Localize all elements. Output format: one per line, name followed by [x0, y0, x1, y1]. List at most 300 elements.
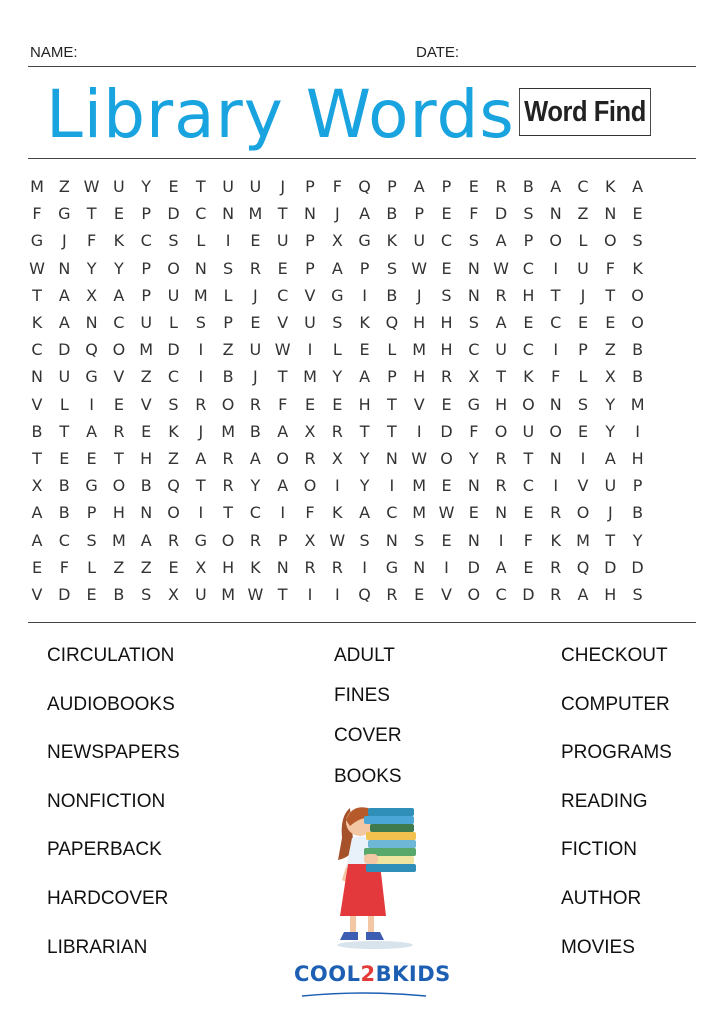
grid-letter: R: [167, 530, 180, 550]
grid-letter: K: [605, 177, 616, 196]
grid-letter: R: [440, 367, 453, 387]
grid-letter: E: [441, 394, 452, 414]
grid-letter: S: [632, 231, 643, 251]
grid-letter: G: [85, 367, 98, 387]
grid-letter: B: [249, 421, 261, 441]
grid-letter: E: [141, 421, 152, 441]
grid-letter: K: [332, 503, 343, 523]
grid-letter: Y: [250, 476, 261, 496]
grid-letter: B: [632, 503, 644, 523]
grid-letter: I: [198, 503, 204, 523]
grid-letter: W: [247, 585, 264, 604]
grid-letter: R: [249, 394, 261, 414]
grid-letter: O: [167, 503, 180, 523]
grid-letter: V: [31, 394, 43, 414]
grid-letter: P: [141, 204, 152, 224]
grid-letter: O: [467, 585, 481, 604]
grid-letter: H: [222, 557, 235, 577]
grid-letter: T: [550, 285, 561, 305]
grid-letter: A: [31, 503, 43, 523]
girl-with-books-illustration: [320, 798, 430, 950]
grid-letter: O: [112, 476, 126, 496]
grid-letter: R: [113, 421, 125, 441]
grid-letter: C: [140, 231, 152, 251]
grid-letter: C: [495, 585, 507, 604]
grid-letter: A: [58, 285, 70, 305]
grid-letter: P: [223, 313, 233, 332]
grid-letter: T: [387, 394, 397, 414]
grid-letter: N: [31, 367, 43, 387]
grid-letter: Q: [85, 340, 98, 360]
grid-letter: I: [334, 585, 340, 604]
grid-letter: F: [469, 204, 479, 224]
grid-letter: I: [498, 530, 504, 550]
grid-letter: L: [332, 340, 342, 360]
grid-letter: W: [411, 258, 428, 278]
grid-letter: A: [604, 449, 616, 468]
grid-letter: T: [86, 204, 97, 224]
grid-letter: U: [577, 258, 589, 278]
grid-letter: D: [58, 340, 71, 360]
grid-letter: D: [522, 585, 535, 604]
grid-letter: R: [249, 258, 261, 278]
grid-letter: J: [334, 204, 340, 224]
grid-letter: B: [58, 503, 70, 523]
grid-letter: P: [305, 177, 315, 196]
grid-letter: J: [607, 503, 613, 523]
grid-letter: X: [604, 367, 616, 387]
grid-letter: D: [604, 557, 617, 577]
grid-letter: W: [83, 177, 100, 196]
grid-letter: Q: [358, 177, 371, 196]
grid-letter: O: [631, 285, 644, 305]
grid-letter: E: [359, 340, 370, 360]
grid-letter: I: [553, 258, 559, 278]
grid-letter: X: [168, 585, 179, 604]
grid-letter: S: [577, 394, 589, 414]
grid-letter: D: [167, 204, 180, 224]
word-left-item: NEWSPAPERS: [47, 742, 180, 764]
grid-letter: A: [331, 258, 343, 278]
grid-letter: S: [414, 530, 425, 550]
grid-letter: T: [195, 476, 206, 496]
grid-letter: K: [113, 231, 125, 251]
logo-part3: BKIDS: [375, 962, 451, 986]
grid-letter: A: [495, 557, 507, 577]
grid-letter: S: [168, 231, 179, 251]
grid-letter: X: [86, 285, 98, 305]
grid-letter: R: [550, 585, 562, 604]
grid-letter: A: [31, 530, 43, 550]
word-right-item: PROGRAMS: [561, 742, 672, 764]
grid-letter: E: [31, 557, 43, 577]
grid-letter: X: [195, 557, 207, 577]
grid-letter: M: [412, 340, 427, 360]
grid-letter: L: [223, 285, 233, 305]
grid-letter: V: [140, 394, 152, 414]
grid-letter: O: [221, 530, 235, 550]
grid-letter: N: [140, 503, 153, 523]
grid-letter: N: [467, 476, 480, 496]
grid-letter: E: [441, 476, 452, 496]
grid-letter: M: [193, 285, 208, 305]
grid-letter: V: [113, 367, 125, 387]
grid-letter: F: [523, 530, 533, 550]
grid-letter: M: [630, 394, 645, 414]
grid-letter: U: [522, 421, 535, 441]
grid-letter: H: [413, 367, 426, 387]
grid-letter: U: [222, 177, 234, 196]
grid-letter: P: [359, 258, 370, 278]
grid-letter: C: [195, 204, 207, 224]
grid-letter: M: [111, 530, 126, 550]
grid-letter: O: [549, 231, 562, 251]
grid-letter: E: [86, 585, 97, 604]
grid-letter: B: [386, 204, 398, 224]
grid-letter: P: [141, 258, 152, 278]
grid-letter: J: [253, 285, 258, 305]
grid-letter: N: [467, 258, 480, 278]
grid-letter: I: [225, 231, 231, 251]
grid-letter: O: [549, 421, 562, 441]
grid-letter: Y: [332, 367, 343, 387]
grid-letter: O: [440, 449, 453, 468]
grid-letter: C: [58, 530, 70, 550]
grid-letter: C: [522, 340, 534, 360]
grid-letter: I: [635, 421, 640, 441]
grid-letter: M: [30, 177, 44, 196]
grid-letter: E: [113, 394, 124, 414]
grid-letter: A: [359, 204, 371, 224]
grid-letter: A: [413, 177, 425, 196]
word-middle-item: ADULT: [334, 645, 395, 666]
grid-letter: C: [468, 340, 480, 360]
grid-letter: Y: [632, 530, 643, 550]
grid-letter: C: [31, 340, 43, 360]
word-left-item: PAPERBACK: [47, 839, 162, 861]
grid-letter: E: [304, 394, 316, 414]
grid-letter: S: [223, 258, 234, 278]
grid-letter: Y: [86, 258, 97, 278]
grid-letter: M: [221, 421, 235, 441]
grid-letter: T: [605, 530, 616, 550]
grid-letter: X: [304, 530, 316, 550]
grid-letter: H: [522, 285, 535, 305]
grid-letter: K: [632, 258, 643, 278]
grid-letter: E: [332, 394, 343, 414]
grid-letter: T: [223, 503, 233, 523]
grid-letter: E: [250, 231, 261, 251]
grid-letter: A: [495, 313, 507, 332]
grid-letter: V: [413, 394, 425, 414]
grid-letter: U: [304, 313, 316, 332]
grid-letter: F: [332, 177, 342, 196]
grid-letter: S: [441, 285, 452, 305]
grid-letter: P: [305, 258, 315, 278]
grid-letter: C: [440, 231, 453, 251]
grid-letter: Y: [359, 476, 370, 496]
grid-letter: K: [386, 231, 398, 251]
grid-letter: A: [359, 503, 371, 523]
grid-letter: R: [550, 557, 562, 577]
grid-letter: H: [440, 340, 453, 360]
grid-letter: I: [389, 476, 395, 496]
grid-letter: A: [495, 231, 507, 251]
grid-letter: R: [331, 421, 343, 441]
grid-letter: F: [278, 394, 288, 414]
grid-letter: K: [550, 530, 561, 550]
word-right-item: READING: [561, 790, 648, 812]
grid-letter: J: [280, 177, 286, 196]
grid-letter: Y: [468, 449, 479, 468]
grid-letter: N: [276, 557, 289, 577]
grid-letter: A: [550, 177, 562, 196]
word-middle-item: BOOKS: [334, 765, 402, 787]
grid-letter: I: [553, 476, 559, 496]
grid-letter: Z: [577, 204, 589, 224]
grid-letter: E: [250, 313, 261, 332]
grid-letter: A: [277, 476, 289, 496]
grid-letter: R: [495, 285, 507, 305]
grid-letter: W: [411, 449, 428, 468]
grid-letter: U: [495, 340, 507, 360]
grid-letter: P: [414, 204, 425, 224]
grid-letter: P: [578, 340, 588, 360]
grid-letter: J: [416, 285, 422, 305]
grid-letter: K: [523, 367, 534, 387]
grid-letter: R: [304, 449, 316, 468]
grid-letter: U: [249, 177, 262, 196]
word-middle-item: COVER: [334, 725, 402, 747]
word-find-label: Word Find: [524, 95, 646, 128]
grid-letter: E: [441, 530, 452, 550]
cool2bkids-logo: [294, 962, 451, 994]
grid-letter: T: [523, 449, 534, 468]
grid-letter: A: [58, 313, 70, 332]
grid-letter: R: [222, 449, 234, 468]
grid-letter: T: [496, 367, 506, 387]
grid-letter: P: [387, 367, 397, 387]
grid-letter: B: [386, 285, 398, 305]
grid-letter: S: [632, 585, 643, 604]
grid-letter: M: [303, 367, 317, 387]
grid-letter: O: [576, 503, 590, 523]
grid-letter: S: [86, 530, 97, 550]
grid-letter: O: [167, 258, 180, 278]
grid-letter: N: [549, 449, 562, 468]
grid-letter: T: [277, 585, 288, 604]
grid-letter: C: [249, 503, 261, 523]
grid-letter: A: [86, 421, 98, 441]
grid-letter: L: [578, 367, 588, 387]
grid-letter: Y: [114, 258, 124, 278]
grid-letter: P: [387, 177, 397, 196]
grid-letter: O: [522, 394, 535, 414]
grid-letter: I: [280, 503, 286, 523]
grid-letter: A: [113, 285, 125, 305]
grid-letter: K: [250, 557, 261, 577]
grid-letter: R: [304, 557, 316, 577]
grid-letter: E: [441, 204, 452, 224]
grid-letter: N: [385, 530, 398, 550]
grid-letter: F: [469, 421, 479, 441]
word-right-item: COMPUTER: [561, 693, 670, 715]
grid-letter: D: [58, 585, 71, 604]
grid-letter: A: [632, 177, 644, 196]
grid-letter: G: [385, 557, 399, 577]
grid-letter: W: [438, 503, 455, 523]
grid-letter: T: [195, 177, 206, 196]
grid-letter: L: [196, 231, 206, 251]
grid-letter: M: [221, 585, 235, 604]
grid-letter: U: [413, 231, 426, 251]
grid-letter: V: [304, 285, 316, 305]
word-right-item: AUTHOR: [561, 888, 642, 909]
grid-letter: C: [522, 258, 534, 278]
grid-letter: P: [86, 503, 97, 523]
grid-letter: N: [222, 204, 235, 224]
grid-letter: L: [87, 557, 97, 577]
grid-letter: X: [304, 421, 316, 441]
grid-letter: H: [413, 313, 426, 332]
grid-letter: A: [249, 449, 261, 468]
grid-letter: S: [168, 394, 179, 414]
grid-letter: J: [198, 421, 204, 441]
grid-letter: E: [523, 503, 534, 523]
grid-letter: I: [307, 340, 313, 360]
grid-letter: L: [169, 313, 178, 332]
grid-letter: I: [362, 285, 367, 305]
grid-letter: B: [140, 476, 152, 496]
grid-letter: E: [632, 204, 643, 224]
grid-letter: R: [495, 449, 507, 468]
grid-letter: Z: [168, 449, 179, 468]
grid-letter: F: [59, 557, 69, 577]
grid-letter: I: [198, 367, 204, 387]
grid-letter: B: [113, 585, 125, 604]
grid-letter: Z: [140, 367, 152, 387]
grid-letter: T: [387, 421, 397, 441]
grid-letter: J: [61, 231, 67, 251]
grid-letter: U: [194, 585, 207, 604]
word-left-item: HARDCOVER: [47, 888, 169, 909]
grid-letter: G: [85, 476, 98, 496]
grid-letter: D: [467, 557, 480, 577]
grid-letter: B: [632, 367, 644, 387]
grid-letter: U: [140, 313, 153, 332]
grid-letter: V: [277, 313, 289, 332]
grid-letter: T: [32, 285, 42, 305]
grid-letter: G: [58, 204, 71, 224]
grid-letter: V: [441, 585, 452, 604]
grid-letter: O: [112, 340, 126, 360]
grid-letter: X: [31, 476, 43, 496]
grid-letter: Y: [605, 421, 616, 441]
grid-letter: B: [58, 476, 70, 496]
grid-letter: Y: [605, 394, 616, 414]
grid-letter: K: [168, 421, 179, 441]
logo-swoosh: [300, 992, 428, 998]
grid-letter: U: [113, 177, 125, 196]
grid-letter: N: [467, 530, 480, 550]
grid-letter: U: [58, 367, 71, 387]
grid-letter: I: [307, 585, 313, 604]
grid-letter: H: [358, 394, 371, 414]
grid-letter: V: [31, 585, 43, 604]
grid-letter: T: [359, 421, 370, 441]
word-left-item: CIRCULATION: [47, 645, 175, 666]
grid-letter: U: [276, 231, 289, 251]
grid-letter: L: [578, 231, 588, 251]
grid-letter: F: [605, 258, 615, 278]
page-title: Library Words: [46, 76, 515, 153]
grid-letter: U: [167, 285, 180, 305]
grid-letter: I: [553, 340, 559, 360]
grid-letter: B: [31, 421, 43, 441]
grid-letter: P: [523, 231, 534, 251]
grid-letter: Z: [222, 340, 234, 360]
grid-letter: T: [114, 449, 124, 468]
grid-letter: E: [523, 313, 534, 332]
grid-letter: T: [277, 367, 288, 387]
grid-letter: Z: [58, 177, 70, 196]
grid-letter: N: [467, 285, 480, 305]
grid-letter: O: [276, 449, 289, 468]
grid-letter: E: [577, 313, 589, 332]
grid-letter: M: [248, 204, 263, 224]
grid-letter: U: [249, 340, 262, 360]
grid-letter: Q: [167, 476, 180, 496]
grid-letter: I: [444, 557, 449, 577]
grid-letter: P: [441, 177, 452, 196]
grid-letter: N: [604, 204, 617, 224]
logo-part1: COOL: [294, 962, 361, 986]
grid-letter: M: [576, 530, 590, 550]
grid-letter: F: [32, 204, 42, 224]
grid-letter: V: [577, 476, 589, 496]
grid-letter: X: [468, 367, 480, 387]
grid-letter: R: [195, 394, 207, 414]
grid-letter: H: [631, 449, 644, 468]
grid-letter: S: [195, 313, 206, 332]
grid-letter: I: [580, 449, 586, 468]
grid-letter: C: [386, 503, 398, 523]
word-left-item: NONFICTION: [47, 790, 166, 812]
grid-letter: G: [194, 530, 207, 550]
grid-letter: M: [412, 503, 427, 523]
grid-letter: F: [305, 503, 315, 523]
date-label: DATE:: [416, 44, 460, 61]
grid-letter: E: [605, 313, 616, 332]
grid-letter: F: [551, 367, 561, 387]
grid-letter: B: [632, 340, 644, 360]
grid-letter: F: [86, 231, 97, 251]
grid-letter: D: [440, 421, 453, 441]
grid-letter: P: [305, 231, 315, 251]
grid-letter: O: [221, 394, 235, 414]
grid-bottom-divider: [28, 622, 696, 623]
word-right-item: FICTION: [561, 839, 637, 861]
grid-letter: Z: [140, 557, 152, 577]
word-left-item: LIBRARIAN: [47, 936, 148, 958]
grid-letter: I: [334, 476, 340, 496]
grid-letter: U: [604, 476, 617, 496]
grid-letter: A: [195, 449, 207, 468]
grid-letter: R: [249, 530, 261, 550]
word-right-item: CHECKOUT: [561, 645, 668, 666]
grid-letter: H: [112, 503, 125, 523]
grid-letter: C: [550, 313, 562, 332]
